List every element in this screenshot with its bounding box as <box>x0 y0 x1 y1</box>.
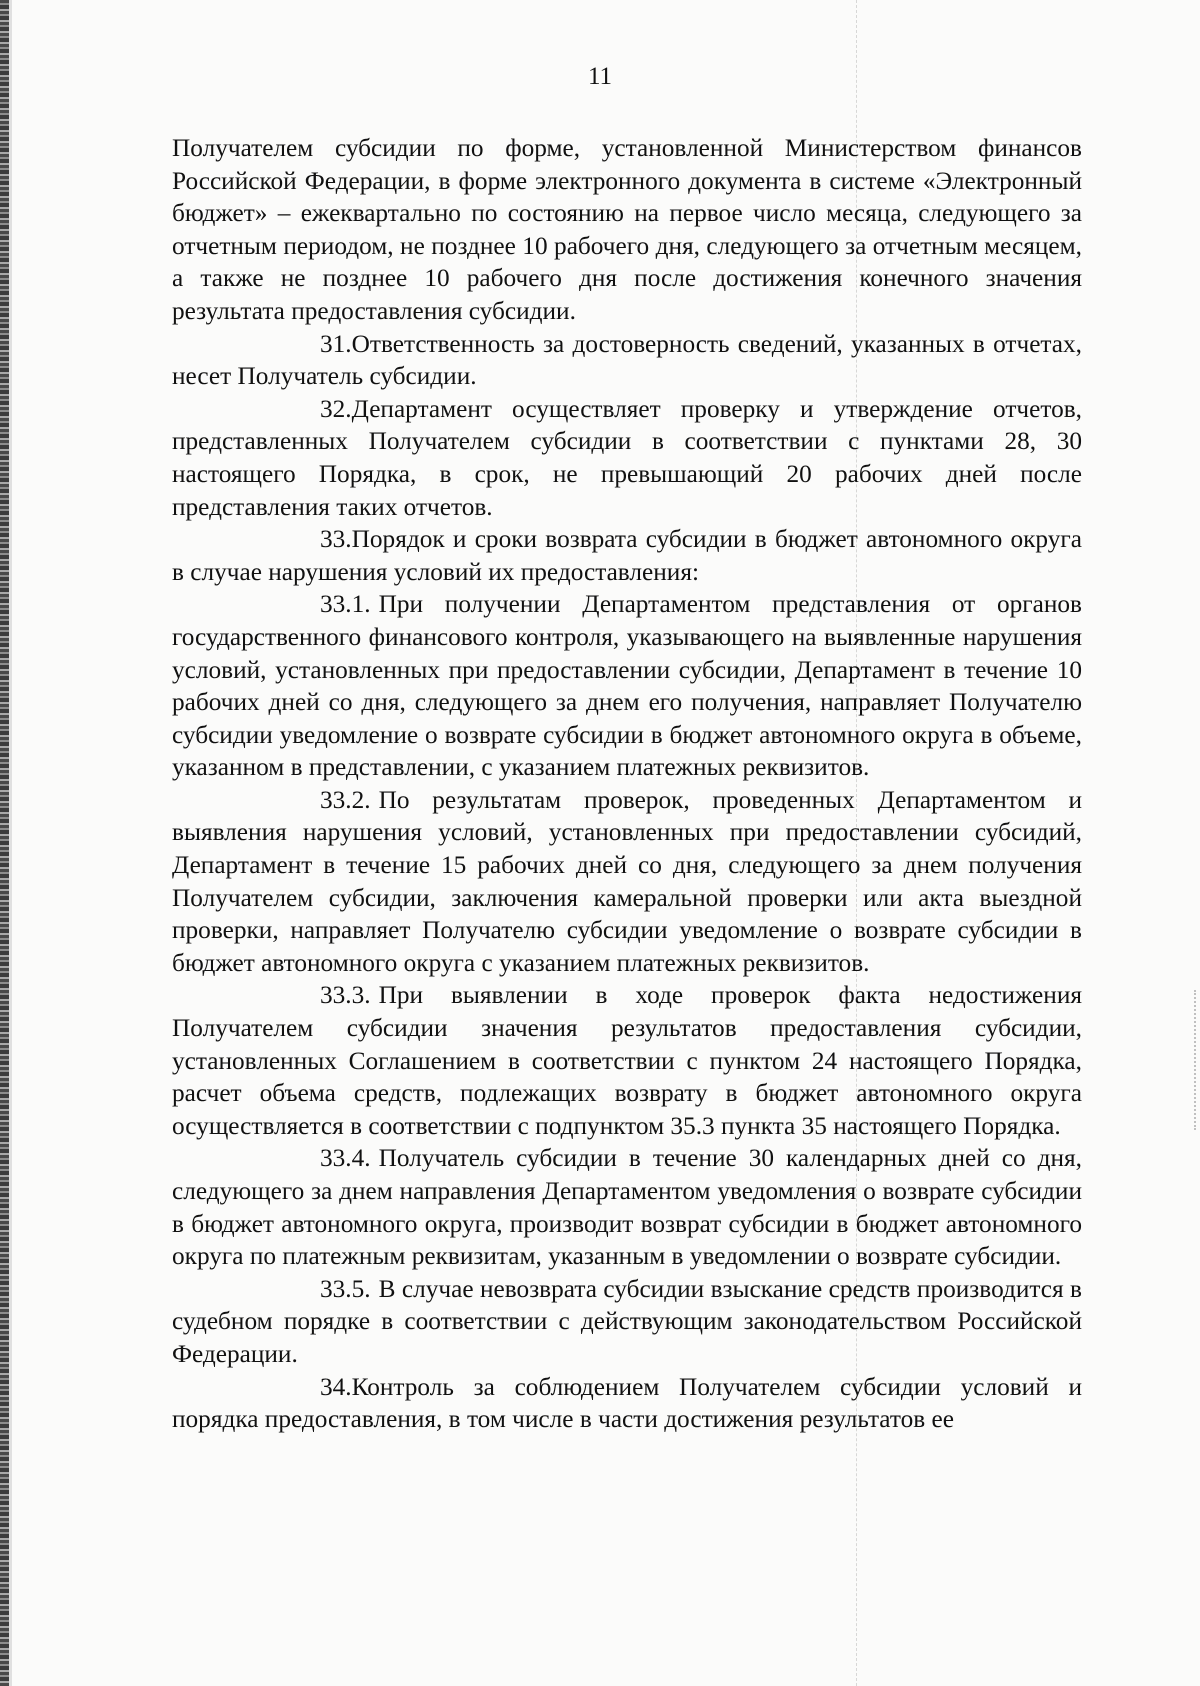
paragraph-number: 32. <box>320 394 352 423</box>
paragraph-number: 34. <box>320 1372 352 1401</box>
paragraph-number: 33.4. <box>320 1144 371 1173</box>
paragraph-number: 31. <box>320 329 352 358</box>
paragraph-number: 33. <box>320 525 352 554</box>
paragraph-continuation <box>172 132 1082 328</box>
paragraph-33 <box>172 523 1082 588</box>
document-body <box>172 132 1082 1436</box>
paragraph-number: 33.1. <box>320 590 371 619</box>
paragraph-33-2 <box>172 784 1082 980</box>
scan-edge-shadow <box>9 0 12 1686</box>
page-number: 11 <box>587 63 613 90</box>
scan-margin-marks <box>1194 990 1198 1130</box>
paragraph-33-1 <box>172 588 1082 784</box>
paragraph-31 <box>172 328 1082 393</box>
paragraph-text: Контроль за соблюдением Получателем субсидии условий и порядка предоставления, в том числе в части достижения результатов ее <box>172 1372 1082 1434</box>
paragraph-text: В случае невозврата субсидии взыскание средств производится в судебном порядке в соответствии с действующим законодательством Российской Федерации. <box>172 1274 1082 1368</box>
paragraph-text: Департамент осуществляет проверку и утверждение отчетов, представленных Получателем субсидии в соответствии с пунктами 28, 30 настоящего Порядка, в срок, не превышающий 20 рабочих дней после представления таких отчетов. <box>172 394 1082 521</box>
paragraph-text: По результатам проверок, проведенных Департаментом и выявления нарушения условий, установленных при предоставлении субсидий, Департамент в течение 15 рабочих дней со дня, следующего за днем получения Получателем субсидии, заключения камеральной проверки или акта выездной проверки, направляет Получателю субсидии уведомление о возврате субсидии в бюджет автономного округа с указанием платежных реквизитов. <box>172 785 1082 977</box>
paragraph-33-5 <box>172 1273 1082 1371</box>
paragraph-text: При получении Департаментом представления от органов государственного финансового контроля, указывающего на выявленные нарушения условий, установленных при предоставлении субсидии, Департамент в течение 10 рабочих дней со дня, следующего за днем его получения, направляет Получателю субсидии уведомление о возврате субсидии в бюджет автономного округа в объеме, указанном в представлении, с указанием платежных реквизитов. <box>172 590 1082 782</box>
paragraph-number: 33.2. <box>320 785 371 814</box>
paragraph-number: 33.3. <box>320 981 371 1010</box>
paragraph-text: Ответственность за достоверность сведений, указанных в отчетах, несет Получатель субсидии. <box>172 329 1082 391</box>
paragraph-text: Порядок и сроки возврата субсидии в бюджет автономного округа в случае нарушения условий их предоставления: <box>172 525 1082 586</box>
paragraph-text: Получателем субсидии по форме, установленной Министерством финансов Российской Федерации, в форме электронного документа в системе «Электронный бюджет» – ежеквартально по состоянию на первое число месяца, следующего за отчетным периодом, не позднее 10 рабочего дня, следующего за отчетным месяцем, а также не позднее 10 рабочего дня после достижения конечного значения результата предоставления субсидии. <box>172 134 1082 325</box>
paragraph-33-3 <box>172 979 1082 1142</box>
paragraph-text: При выявлении в ходе проверок факта недостижения Получателем субсидии значения результатов предоставления субсидии, установленных Соглашением в соответствии с пунктом 24 настоящего Порядка, расчет объема средств, подлежащих возврату в бюджет автономного округа осуществляется в соответствии с подпунктом 35.3 пункта 35 настоящего Порядка. <box>172 981 1082 1140</box>
paragraph-34 <box>172 1371 1082 1436</box>
paragraph-33-4 <box>172 1142 1082 1272</box>
paragraph-number: 33.5. <box>320 1274 371 1303</box>
paragraph-text: Получатель субсидии в течение 30 календарных дней со дня, следующего за днем направления Департаментом уведомления о возврате субсидии в бюджет автономного округа, производит возврат субсидии в бюджет автономного округа по платежным реквизитам, указанным в уведомлении о возврате субсидии. <box>172 1144 1082 1271</box>
scan-binding-edge <box>0 0 9 1686</box>
paragraph-32 <box>172 393 1082 523</box>
